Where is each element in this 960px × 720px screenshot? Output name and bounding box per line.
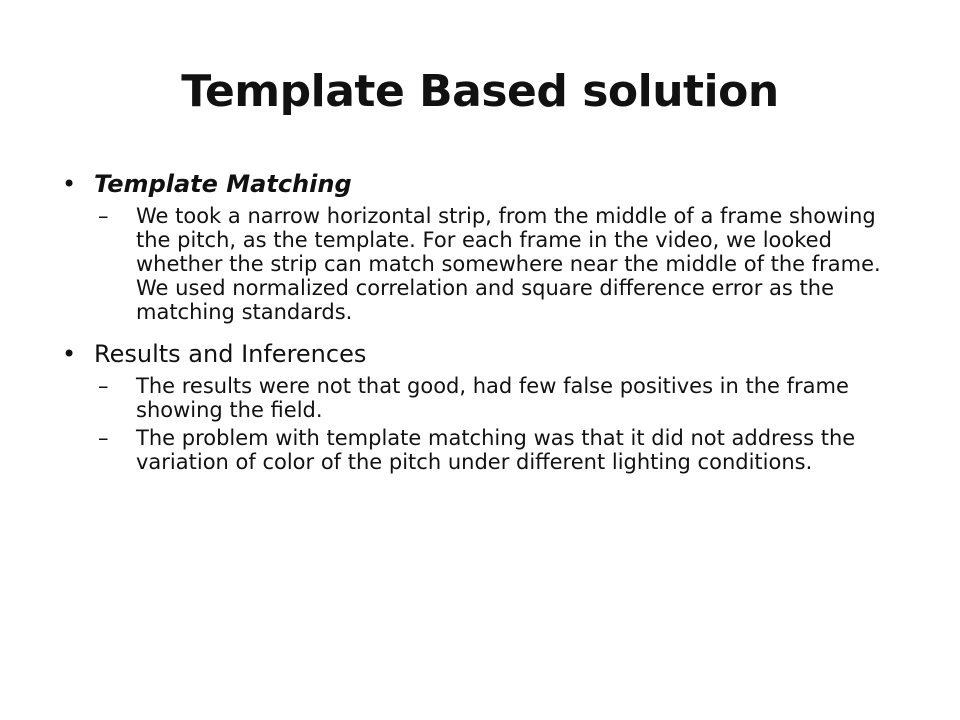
bullet-marker: •: [62, 170, 77, 198]
sub-list-results: [62, 374, 902, 474]
slide-title: Template Based solution: [181, 66, 779, 117]
bullet-label: Template Matching: [94, 170, 352, 198]
bullet-results-and-inferences: [62, 338, 902, 370]
sub-point: [62, 374, 902, 422]
bullet-template-matching: [62, 168, 902, 200]
sub-list-template-matching: [62, 204, 902, 324]
sub-point-text: We took a narrow horizontal strip, from the middle of a frame showing the pitch, as the template. For each frame in the video, we looked whether the strip can match somewhere near the middle of the frame. We used normalized correlation and square difference error as the matching standards.: [136, 204, 881, 324]
sub-point-text: The results were not that good, had few false positives in the frame showing the field.: [136, 374, 849, 422]
sub-point: [62, 204, 902, 324]
sub-marker: –: [98, 204, 109, 228]
sub-marker: –: [98, 374, 109, 398]
sub-point: [62, 426, 902, 474]
bullet-marker: •: [62, 340, 77, 368]
sub-marker: –: [98, 426, 109, 450]
bullet-label: Results and Inferences: [94, 340, 367, 368]
slide-content: [62, 168, 902, 478]
sub-point-text: The problem with template matching was that it did not address the variation of color of the pitch under different lighting conditions.: [136, 426, 856, 474]
